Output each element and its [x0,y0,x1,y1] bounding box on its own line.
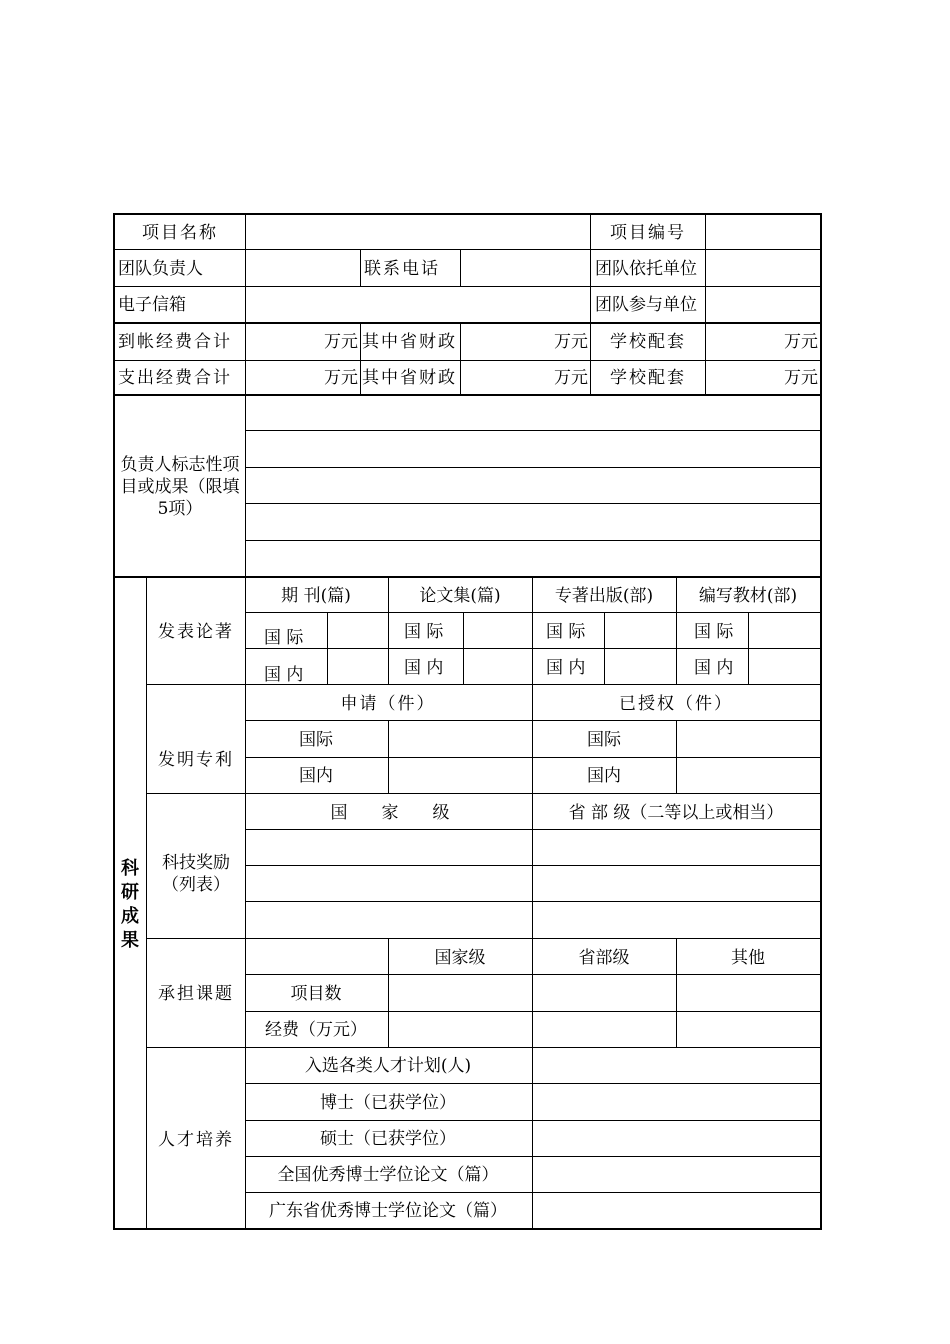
pub-header-journal: 期 刊(篇) [281,586,351,606]
project-funding-label: 经费（万元） [265,1020,367,1040]
unit-label: 万元 [324,332,358,352]
pub-dom-label: 国 内 [546,658,586,678]
patent-intl-label: 国际 [299,730,333,750]
unit-label: 万元 [554,368,588,388]
pub-header-monograph: 专著出版(部) [554,586,654,606]
research-section-label [120,857,140,953]
row-line [115,249,820,250]
col-line [388,938,389,1047]
project-header-national: 国家级 [434,948,486,968]
col-line [327,612,328,684]
unit-label: 万元 [554,332,588,352]
col-line [460,249,461,286]
col-line [532,938,533,1047]
pub-dom-label: 国 内 [694,658,734,678]
award-header-national: 国 家 级 [330,803,450,823]
school-matching-label: 学校配套 [610,332,686,352]
row-line [115,286,820,287]
col-line [532,1047,533,1228]
pub-header-proceedings: 论文集(篇) [419,586,501,606]
projects-label: 承担课题 [158,984,234,1004]
pub-dom-label: 国 内 [404,658,444,678]
pub-intl-label: 国 际 [264,628,304,648]
spent-total-label: 支出经费合计 [118,368,232,388]
row-line [146,684,820,685]
col-line [532,576,533,684]
patent-intl-label: 国际 [587,730,621,750]
research-label-char: 研 [121,882,139,903]
awards-label: 科技奖励（列表） [162,853,230,895]
col-line [463,612,464,684]
talent-row: 全国优秀博士学位论文（篇） [277,1165,499,1185]
col-line [245,215,246,1228]
publications-label: 发表论著 [158,622,234,642]
row-line [115,360,820,361]
col-line [748,612,749,684]
patent-header-applied: 申请（件） [340,694,436,714]
research-label-char: 科 [121,858,139,879]
unit-label: 万元 [324,368,358,388]
pub-dom-label: 国 内 [264,665,304,685]
phone-label: 联系电话 [364,259,440,279]
pub-intl-label: 国 际 [404,622,444,642]
col-line [590,215,591,394]
school-matching-label: 学校配套 [610,368,686,388]
patent-header-granted: 已授权（件） [619,694,733,714]
team-unit-label: 团队依托单位 [595,259,697,279]
provincial-label: 其中省财政 [362,368,457,388]
team-partner-label: 团队参与单位 [595,295,697,315]
project-name-label: 项目名称 [142,223,218,243]
project-header-provincial: 省部级 [578,948,630,968]
team-leader-label: 团队负责人 [118,259,203,279]
email-label: 电子信箱 [118,295,186,315]
col-line [460,322,461,394]
leader-results-label: 负责人标志性项目或成果（限填5项） [120,455,240,519]
row-line [146,793,820,794]
col-line [705,215,706,394]
col-line [360,249,361,286]
col-line [676,720,677,793]
row-line [245,540,820,541]
talent-row: 入选各类人才计划(人) [304,1056,472,1076]
col-line [360,322,361,394]
project-no-label: 项目编号 [610,223,686,243]
row-line [245,467,820,468]
col-line [388,720,389,793]
provincial-label: 其中省财政 [362,332,457,352]
row-line [115,394,820,396]
pub-intl-label: 国 际 [546,622,586,642]
col-line [532,684,533,793]
talent-row: 博士（已获学位） [320,1093,456,1113]
talent-row: 硕士（已获学位） [320,1129,456,1149]
talent-row: 广东省优秀博士学位论文（篇） [269,1201,507,1221]
row-line [115,576,820,578]
col-line [532,793,533,938]
research-label-char: 成 [121,906,139,927]
row-line [146,938,820,939]
unit-label: 万元 [784,368,818,388]
research-label-char: 果 [121,930,139,951]
row-line [245,430,820,431]
patents-label: 发明专利 [158,750,234,770]
row-line [245,503,820,504]
form-table-border [113,213,822,1230]
patent-dom-label: 国内 [299,766,333,786]
pub-intl-label: 国 际 [694,622,734,642]
project-count-label: 项目数 [290,984,342,1004]
col-line [676,576,677,684]
project-header-other: 其他 [731,948,765,968]
col-line [676,938,677,1047]
row-line [115,322,820,324]
unit-label: 万元 [784,332,818,352]
row-line [146,1047,820,1048]
award-header-provincial: 省 部 级（二等以上或相当） [568,803,784,823]
talent-label: 人才培养 [158,1130,234,1150]
received-total-label: 到帐经费合计 [118,332,232,352]
patent-dom-label: 国内 [587,766,621,786]
col-line [388,576,389,684]
col-line [146,576,147,1228]
col-line [604,612,605,684]
pub-header-textbook: 编写教材(部) [698,586,798,606]
